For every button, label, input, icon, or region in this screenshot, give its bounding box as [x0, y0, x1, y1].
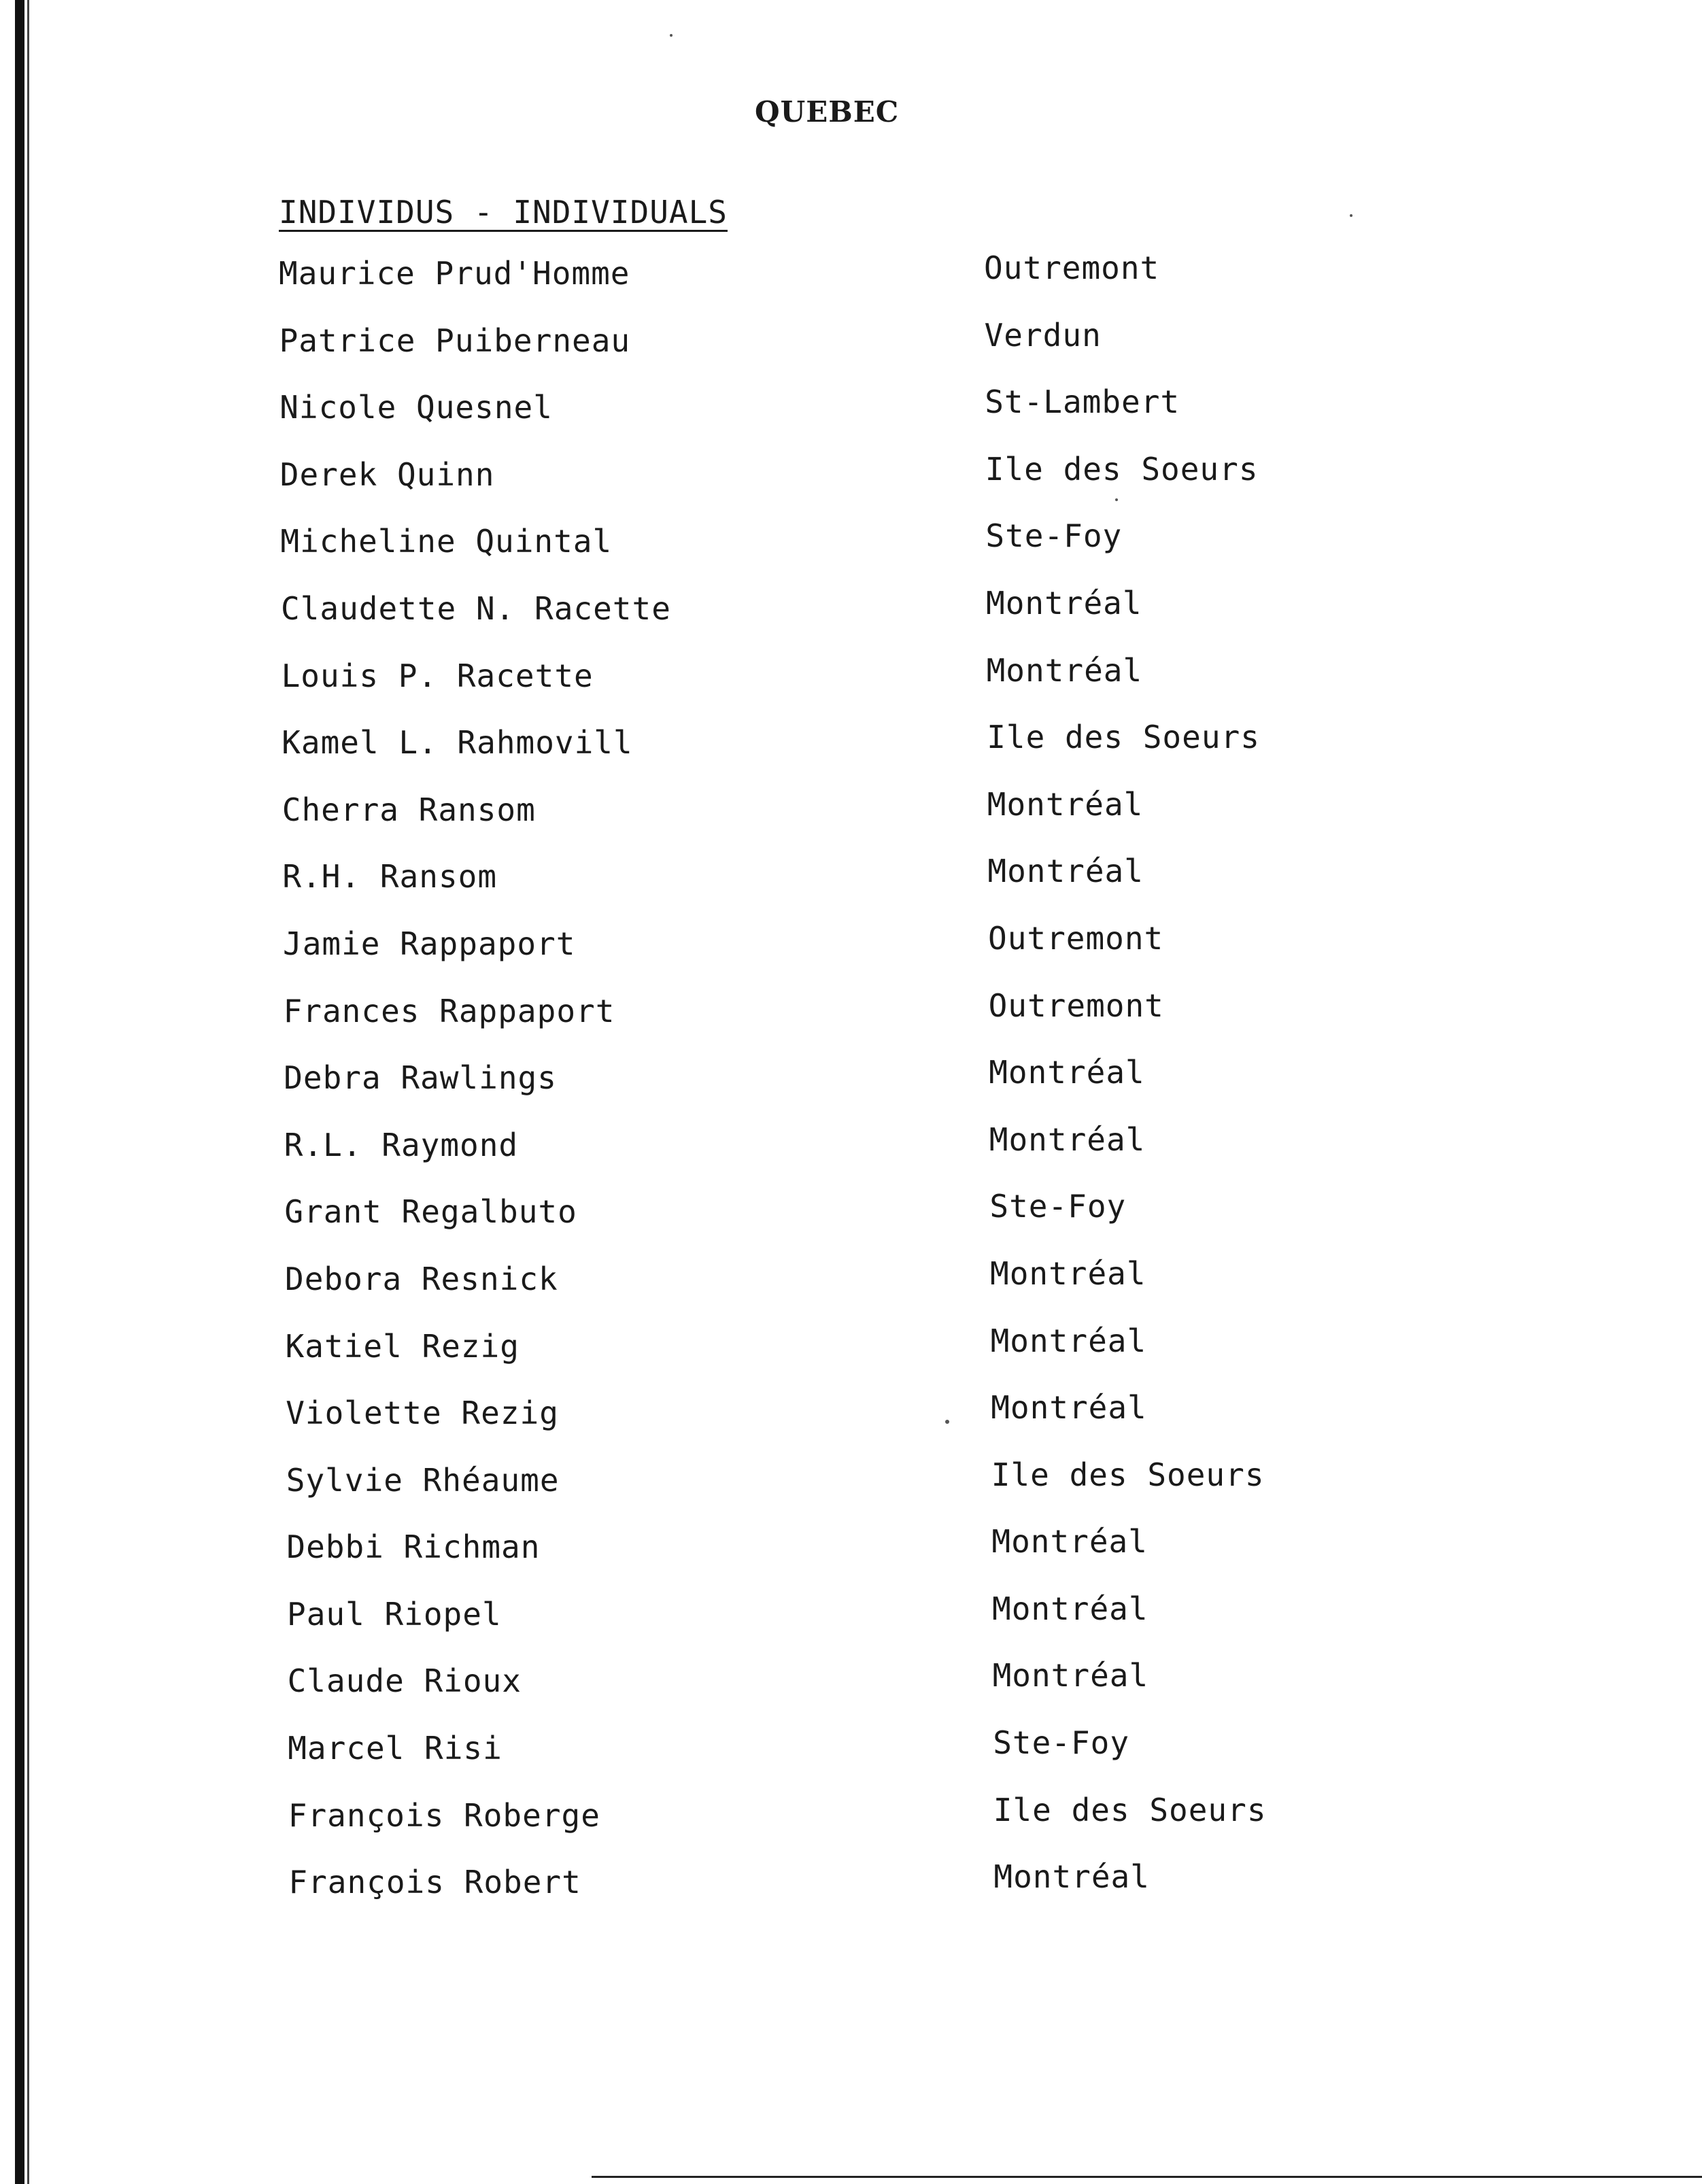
list-item	[281, 584, 1367, 658]
list-item	[279, 250, 1367, 322]
list-item	[288, 1724, 1367, 1797]
entry-list	[279, 250, 1367, 1931]
page-title: QUEBEC	[755, 95, 900, 129]
person-name: Frances Rappaport	[283, 992, 615, 1029]
scan-edge-bottom	[592, 2176, 1702, 2178]
list-item	[279, 450, 1367, 524]
list-item	[282, 853, 1367, 925]
list-item	[280, 517, 1367, 590]
person-name: Cherra Ransom	[282, 791, 536, 828]
city-name: Ile des Soeurs	[991, 1456, 1265, 1493]
list-item	[284, 1054, 1367, 1127]
person-name: R.H. Ransom	[282, 858, 498, 895]
city-name: Montréal	[989, 1054, 1145, 1091]
person-name: Paul Riopel	[287, 1595, 502, 1633]
city-name: Montréal	[990, 1322, 1147, 1359]
list-item	[279, 316, 1367, 390]
list-item	[288, 1858, 1367, 1931]
list-item	[287, 1590, 1367, 1663]
person-name: Grant Regalbuto	[284, 1193, 577, 1231]
person-name: Katiel Rezig	[285, 1327, 520, 1365]
list-item	[286, 1456, 1367, 1529]
list-item	[287, 1657, 1367, 1730]
list-item	[284, 1188, 1367, 1261]
city-name: Montréal	[990, 1255, 1146, 1292]
city-name: Ile des Soeurs	[987, 719, 1260, 756]
person-name: François Robert	[288, 1864, 581, 1901]
person-name: Kamel L. Rahmovill	[282, 724, 633, 762]
list-item	[286, 1389, 1367, 1462]
person-name: Maurice Prud'Homme	[279, 255, 630, 292]
city-name: Outremont	[984, 250, 1160, 286]
scan-speck	[670, 34, 673, 37]
person-name: R.L. Raymond	[284, 1126, 519, 1163]
person-name: Derek Quinn	[279, 456, 495, 493]
city-name: Montréal	[986, 651, 1143, 689]
city-name: Verdun	[984, 316, 1102, 354]
city-name: Outremont	[988, 919, 1164, 957]
person-name: Micheline Quintal	[280, 523, 613, 560]
list-item	[281, 651, 1367, 725]
person-name: Claude Rioux	[287, 1662, 522, 1700]
city-name: Ile des Soeurs	[993, 1791, 1267, 1828]
city-name: Ste-Foy	[993, 1724, 1130, 1762]
city-name: Montréal	[987, 853, 1144, 890]
list-item	[284, 1121, 1367, 1194]
person-name: Sylvie Rhéaume	[286, 1461, 560, 1499]
city-name: Montréal	[991, 1523, 1148, 1560]
person-name: François Roberge	[288, 1796, 600, 1834]
person-name: Violette Rezig	[286, 1395, 559, 1432]
city-name: Montréal	[986, 584, 1142, 621]
list-item	[279, 383, 1367, 456]
city-name: Ste-Foy	[989, 1188, 1127, 1225]
list-item	[283, 919, 1367, 993]
person-name: Nicole Quesnel	[279, 389, 553, 426]
person-name: Marcel Risi	[288, 1730, 503, 1767]
scan-edge-left	[15, 0, 24, 2184]
person-name: Jamie Rappaport	[283, 925, 576, 962]
city-name: Ile des Soeurs	[985, 450, 1259, 488]
city-name: Montréal	[991, 1389, 1147, 1427]
city-name: St-Lambert	[985, 383, 1180, 421]
person-name: Debra Rawlings	[284, 1059, 557, 1097]
city-name: Ste-Foy	[985, 517, 1123, 555]
person-name: Louis P. Racette	[281, 657, 594, 694]
city-name: Montréal	[987, 785, 1144, 823]
city-name: Montréal	[989, 1121, 1146, 1158]
list-item	[283, 987, 1367, 1060]
list-item	[282, 719, 1367, 791]
city-name: Montréal	[992, 1657, 1149, 1694]
section-heading: INDIVIDUS - INDIVIDUALS	[279, 194, 728, 231]
list-item	[286, 1523, 1367, 1596]
person-name: Debbi Richman	[286, 1529, 541, 1566]
list-item	[285, 1322, 1367, 1395]
city-name: Montréal	[992, 1590, 1148, 1627]
person-name: Debora Resnick	[285, 1260, 558, 1297]
city-name: Outremont	[988, 987, 1164, 1024]
list-item	[282, 785, 1367, 859]
list-item	[285, 1255, 1367, 1328]
person-name: Patrice Puiberneau	[279, 322, 631, 359]
city-name: Montréal	[993, 1858, 1150, 1896]
scan-speck	[1350, 214, 1352, 217]
list-item	[288, 1791, 1367, 1864]
person-name: Claudette N. Racette	[281, 590, 671, 627]
scan-edge-left-thin	[27, 0, 29, 2184]
